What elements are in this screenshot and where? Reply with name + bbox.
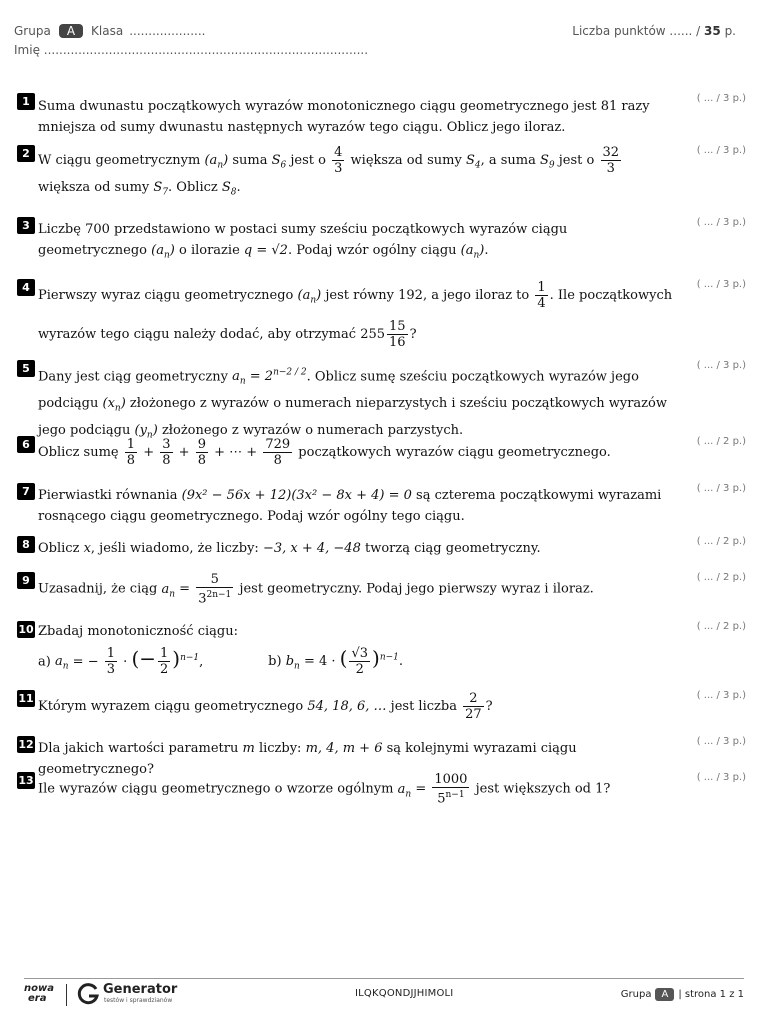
- fraction-2-27: $\frac{2}{27}$: [465, 691, 482, 722]
- text-fragment: większa od sumy: [38, 179, 150, 195]
- fraction-1-3: $\frac{1}{3}$: [106, 646, 116, 678]
- footer-group-label: Grupa: [620, 989, 652, 1000]
- math-sequence-values: m, 4, m + 6: [305, 741, 383, 756]
- task-text: Ile wyrazów ciągu geometrycznego o wzorze ogólnym $a_n$ = $\frac{1000}{5^{n-1}}$ jest większych od 1?: [38, 772, 611, 807]
- math-S9: $S_9$: [540, 153, 555, 171]
- points-sep: /: [696, 24, 701, 38]
- math-sequence-values: −3, x + 4, −48: [262, 541, 361, 556]
- group-label: Grupa: [14, 24, 51, 38]
- fraction-an-formula: $\frac{5}{3^{2n-1}}$: [198, 572, 232, 607]
- footer-group-badge: A: [655, 988, 674, 1001]
- text-fragment: . Oblicz sumę sześciu początkowych wyrazów jego podciągu: [38, 369, 639, 411]
- task-subitems: [38, 641, 678, 684]
- text-fragment: liczby:: [258, 741, 302, 756]
- text-fragment: większa od sumy: [350, 153, 462, 168]
- task-number: 1: [17, 93, 35, 110]
- task-text: [38, 362, 678, 446]
- subitem-a: a) $a_n$ = − $\frac{1}{3}$ · (− $\frac{1}{2}$ )$^{n-1}$,: [38, 646, 204, 678]
- task-points: ( ... / 3 p.): [696, 93, 746, 104]
- task-text: [38, 538, 678, 559]
- footer-divider: [24, 978, 744, 979]
- text-fragment: jest liczba: [390, 699, 457, 714]
- header-group-class: [14, 24, 206, 38]
- fraction-sqrt3-2: $\frac{√3}{2}$: [351, 646, 369, 678]
- text-fragment: jest równy 192, a jego iloraz to: [325, 288, 530, 303]
- text-fragment: Uzasadnij, że ciąg: [38, 581, 158, 597]
- text-fragment: Ile wyrazów ciągu geometrycznego o wzorze ogólnym: [38, 781, 394, 797]
- task-number: 2: [17, 145, 35, 162]
- task-text: Zbadaj monotoniczność ciągu:: [38, 624, 238, 639]
- text-fragment: Dany jest ciąg geometryczny: [38, 369, 228, 385]
- generator-logo-icon: [76, 982, 100, 1006]
- generator-logo-subtitle: testów i sprawdzianów: [104, 997, 173, 1004]
- plus-sign: +: [143, 445, 155, 460]
- fraction-1-8: $\frac{1}{8}$: [126, 437, 136, 468]
- task-number: 9: [17, 572, 35, 589]
- math-sequence: $(a_n)$: [460, 243, 485, 261]
- name-label: Imię: [14, 43, 40, 57]
- task-number: 10: [18, 623, 34, 636]
- math-S8: $S_8$: [221, 179, 237, 198]
- task-points: ( ... / 3 p.): [696, 217, 746, 228]
- text-fragment: Którym wyrazem ciągu geometrycznego: [38, 699, 304, 714]
- text-fragment: są kolejnymi wyrazami ciągu geometrycznego?: [38, 741, 577, 777]
- text-fragment: tworzą ciąg geometryczny.: [364, 541, 541, 556]
- text-fragment: ?: [485, 699, 493, 714]
- fraction-15-16: $\frac{15}{16}$: [389, 318, 406, 350]
- text-fragment: złożonego z wyrazów o numerach parzystych.: [161, 422, 464, 438]
- task-text: [38, 279, 678, 352]
- task-number: 5: [17, 360, 35, 377]
- points-unit: p.: [724, 24, 736, 38]
- task-text: [38, 219, 678, 267]
- header-points: [572, 24, 736, 38]
- plus-sign: +: [178, 445, 190, 460]
- mixed-number-whole: 255: [360, 326, 386, 342]
- equals-sign: =: [415, 781, 427, 797]
- text-fragment: są czterema początkowymi wyrazami rosnącego ciągu geometrycznego. Podaj wzór ogólny tego ciągu.: [38, 488, 662, 524]
- math-S7: $S_7$: [153, 179, 169, 198]
- nowa-era-logo: nowa era: [24, 983, 54, 1004]
- text-fragment: suma: [232, 153, 268, 168]
- task-points: ( ... / 3 p.): [696, 483, 746, 494]
- footer-page-number: | strona 1 z 1: [678, 989, 744, 1000]
- text-fragment: złożonego z wyrazów o numerach nieparzystych i sześciu początkowych wyrazów jego podciągu: [38, 395, 667, 438]
- fraction-4-3: $\frac{4}{3}$: [334, 145, 343, 176]
- math-equation: (9x² − 56x + 12)(3x² − 8x + 4) = 0: [181, 488, 412, 503]
- task-text: Suma dwunastu początkowych wyrazów monotonicznego ciągu geometrycznego jest 81 razy mniejsza od sumy dwunastu następnych wyrazów tego ciągu. Oblicz jego iloraz.: [38, 99, 650, 135]
- fraction-729-8: $\frac{729}{8}$: [265, 437, 291, 468]
- fraction-3-8: $\frac{3}{8}$: [162, 437, 171, 468]
- math-sequence: $(a_n)$: [204, 153, 229, 171]
- text-fragment: Liczbę 700 przedstawiono w postaci sumy sześciu początkowych wyrazów ciągu geometrycznego: [38, 222, 568, 258]
- text-fragment: ilorazie: [190, 243, 240, 258]
- text-fragment: .: [236, 179, 241, 195]
- task-number: 12: [18, 738, 34, 751]
- task-points: ( ... / 3 p.): [696, 690, 746, 701]
- ellipsis: + ⋯ +: [214, 445, 258, 460]
- document-code: ILQKQONDJJHIMOLI: [355, 988, 454, 999]
- task-points: ( ... / 3 p.): [696, 279, 746, 290]
- math-S6: $S_6$: [271, 153, 287, 171]
- text-fragment: . Ile początkowych wyrazów: [38, 288, 673, 342]
- task-text: [38, 485, 678, 527]
- text-fragment: , a suma: [480, 153, 536, 168]
- fraction-1000-5n: $\frac{1000}{5^{n-1}}$: [434, 772, 468, 807]
- text-fragment: początkowych wyrazów ciągu geometrycznego.: [298, 445, 611, 460]
- text-fragment: tego ciągu należy dodać, aby otrzymać: [100, 326, 357, 342]
- text-fragment: ?: [409, 326, 417, 342]
- subitem-label: a): [38, 654, 51, 670]
- name-dots: .....................................................................................: [43, 43, 369, 57]
- text-fragment: Oblicz: [38, 541, 80, 556]
- points-label: Liczba punktów ......: [572, 24, 693, 38]
- footer-page-info: [621, 988, 744, 1001]
- task-text: [38, 690, 678, 724]
- math-x: x: [83, 541, 91, 556]
- subitem-label: b): [268, 654, 282, 670]
- task-points: ( ... / 2 p.): [696, 572, 746, 583]
- text-fragment: , jeśli wiadomo, że liczby:: [90, 541, 259, 556]
- generator-logo-text: Generator: [103, 982, 178, 997]
- task-number: 6: [17, 436, 35, 453]
- class-label: Klasa: [91, 24, 124, 38]
- text-fragment: Dla jakich wartości parametru: [38, 741, 239, 756]
- math-sequence-values: 54, 18, 6, …: [307, 699, 387, 714]
- task-points: ( ... / 2 p.): [696, 536, 746, 547]
- task-number: 8: [17, 536, 35, 553]
- task-number: 4: [17, 279, 35, 296]
- fraction-1-2: $\frac{1}{2}$: [160, 646, 169, 678]
- task-text: [38, 145, 678, 203]
- text-fragment: . Podaj wzór ogólny ciągu: [287, 243, 457, 258]
- fraction-9-8: $\frac{9}{8}$: [197, 437, 206, 468]
- header-name: [14, 43, 368, 57]
- equals-sign: =: [179, 581, 191, 597]
- task-text: [38, 436, 678, 470]
- task-points: ( ... / 2 p.): [696, 436, 746, 447]
- text-fragment: Pierwiastki równania: [38, 488, 178, 503]
- fraction-32-3: $\frac{32}{3}$: [602, 145, 620, 176]
- text-fragment: . Oblicz: [168, 179, 218, 195]
- text-fragment: Oblicz sumę: [38, 445, 119, 460]
- math-q: q = √2: [243, 243, 288, 258]
- task-text: [38, 572, 678, 611]
- task-points: ( ... / 3 p.): [696, 736, 746, 747]
- subitem-b: b) $b_n = 4$ · ( $\frac{√3}{2}$ )$^{n-1}$.: [268, 646, 404, 678]
- math-sequence: $(a_n)$: [297, 288, 322, 306]
- text-fragment: jest o: [558, 153, 595, 168]
- task-points: ( ... / 2 p.): [696, 621, 746, 632]
- math-yn: $(y_n)$: [134, 422, 158, 441]
- task-number: 3: [17, 217, 35, 234]
- text-fragment: Pierwszy wyraz ciągu geometrycznego: [38, 288, 294, 303]
- task-points: ( ... / 3 p.): [696, 145, 746, 156]
- task-number: 11: [18, 692, 34, 705]
- points-total: 35: [704, 24, 721, 38]
- text-fragment: jest o: [290, 153, 326, 168]
- text-fragment: jest geometryczny. Podaj jego pierwszy wyraz i iloraz.: [239, 581, 594, 597]
- task-number: 7: [17, 483, 35, 500]
- group-badge: A: [59, 24, 83, 38]
- text-fragment: W ciągu geometrycznym: [38, 153, 201, 168]
- task-number: 13: [18, 774, 34, 787]
- text-fragment: o: [178, 243, 187, 258]
- text-fragment: jest większych od 1?: [475, 781, 611, 797]
- math-an-formula: $a_n = 2^{n-2 / 2}$: [232, 368, 307, 387]
- task-points: ( ... / 3 p.): [696, 772, 746, 783]
- math-sequence: $(a_n)$: [151, 243, 175, 261]
- text-fragment: .: [484, 243, 489, 258]
- math-m: m: [242, 741, 255, 756]
- math-an: $a_n$: [161, 581, 176, 600]
- math-xn: $(x_n)$: [102, 395, 126, 414]
- class-dots: ....................: [129, 24, 206, 38]
- logo-separator: [66, 984, 67, 1006]
- fraction-1-4: $\frac{1}{4}$: [537, 280, 546, 311]
- task-points: ( ... / 3 p.): [696, 360, 746, 371]
- math-S4: $S_4$: [465, 153, 481, 171]
